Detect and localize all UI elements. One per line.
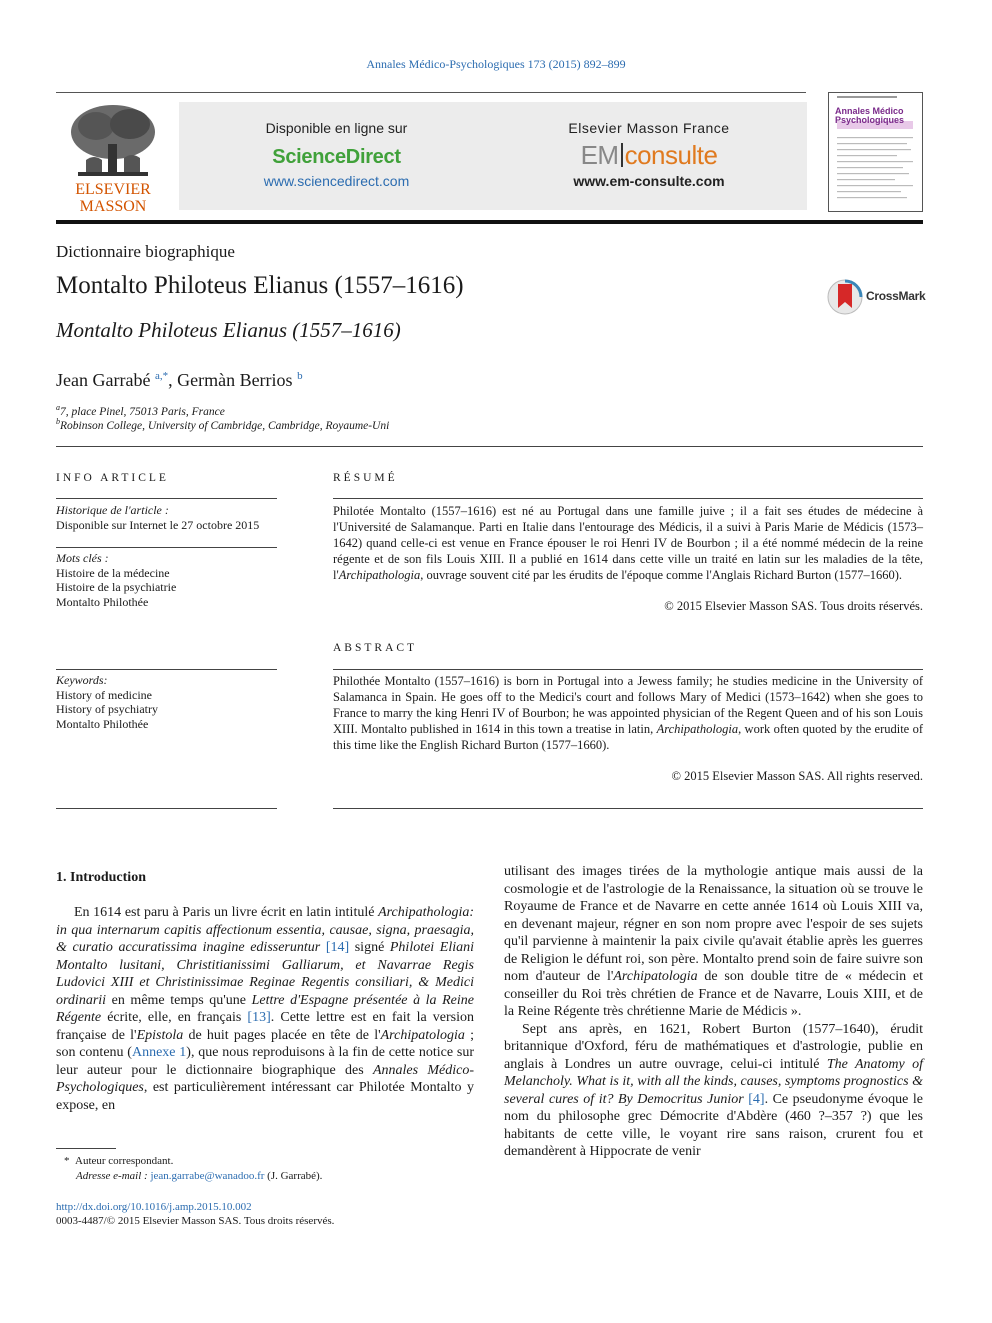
divider bbox=[56, 547, 277, 548]
body-text: ; son contenu ( bbox=[56, 1027, 474, 1060]
crossmark-badge[interactable] bbox=[826, 278, 926, 318]
sciencedirect-block bbox=[199, 120, 474, 189]
body-text: écrite, elle, en français bbox=[101, 1010, 248, 1025]
citation-link[interactable]: Annexe 1 bbox=[131, 1045, 187, 1060]
keywords bbox=[56, 673, 281, 731]
author-name: Germàn Berrios bbox=[177, 370, 293, 390]
article-title: Montalto Philoteus Elianus (1557–1616) bbox=[56, 272, 464, 299]
body-text: en même temps qu'une bbox=[106, 992, 252, 1008]
affiliation-text: 7, place Pinel, 75013 Paris, France bbox=[60, 405, 225, 418]
email-link[interactable]: jean.garrabe@wanadoo.fr bbox=[150, 1170, 265, 1182]
email-tail: (J. Garrabé). bbox=[264, 1170, 323, 1182]
svg-text:ELSEVIER: ELSEVIER bbox=[75, 181, 151, 198]
footnote-text: Auteur correspondant. bbox=[75, 1155, 174, 1167]
italic-text: Lettre d'Espagne présentée à la Reine Régente bbox=[56, 992, 474, 1025]
body-paragraph bbox=[56, 904, 474, 1114]
affiliation bbox=[56, 403, 225, 418]
sciencedirect-link[interactable]: www.sciencedirect.com bbox=[263, 173, 410, 189]
body-text: ), que nous reproduisons à la fin de cette notice sur leur auteur pour le dictionnaire biographique des bbox=[56, 1045, 474, 1078]
divider bbox=[333, 498, 923, 499]
affiliation-text: Robinson College, University of Cambridge, Cambridge, Royaume-Uni bbox=[60, 419, 390, 432]
mots-cles-label: Mots clés : bbox=[56, 551, 109, 565]
emconsulte-block bbox=[519, 120, 779, 189]
resume-heading: RÉSUMÉ bbox=[333, 472, 398, 484]
italic-text: Archipatologia bbox=[380, 1027, 465, 1043]
emconsulte-logo-consulte: consulte bbox=[624, 140, 718, 170]
author-affiliation-mark[interactable]: a,* bbox=[154, 370, 169, 382]
mot-cle: Histoire de la psychiatrie bbox=[56, 580, 177, 594]
resume-copyright: © 2015 Elsevier Masson SAS. Tous droits réservés. bbox=[664, 599, 923, 613]
affiliation-mark: b bbox=[56, 417, 60, 426]
italic-text: Archipatologia bbox=[613, 969, 698, 984]
footnote-star: * bbox=[64, 1155, 75, 1167]
footnote-rule bbox=[56, 1148, 116, 1149]
keyword: Montalto Philothée bbox=[56, 716, 149, 731]
divider bbox=[333, 669, 923, 670]
body-text: signé bbox=[349, 940, 390, 955]
citation-link[interactable]: [13] bbox=[247, 1010, 271, 1025]
mots-cles bbox=[56, 551, 281, 609]
mot-cle: Montalto Philothée bbox=[56, 594, 149, 609]
abstract-copyright: © 2015 Elsevier Masson SAS. All rights reserved. bbox=[671, 769, 923, 783]
divider bbox=[56, 446, 923, 447]
italic-text: Philotei Eliani Montalto lusitani, Christitianissimi Galliarum, et Navarrae Regis Ludovici XIII et Christinissimae Reginae Regentis consiliari, & Medici ordinarii bbox=[56, 940, 475, 1008]
emconsulte-logo-bar bbox=[621, 143, 623, 167]
author-list bbox=[56, 370, 303, 391]
body-text: utilisant des images tirées de la mythologie antique mais aussi de la cosmologie et de l'astrologie de la Renaissance, la situation où se trouve le Royaume de France et de Navarre en cette année 1614 où Louis XIII va, en devenant majeur, régner en son nom propre avec l'espoir de ses sujets qu'il parvienne à maintenir la paix civile qu'avait établie après les guerres de Religion le défunt roi, son père. Montalto prend soin de faire suivre son nom d'auteur de l' bbox=[504, 864, 923, 984]
keyword: History of psychiatry bbox=[56, 702, 158, 716]
resume-part: Philotée Montalto (1557–1616) est né au Portugal dans une famille juive ; il a fait ses études de médecine à l'Université de Salamanque. Parti en Italie dans l'entourage des Médicis, il a suivi à Paris Marie de Médicis (1573–1642) quand celle-ci est venue en France épouser le roi Henri IV de Bourbon ; il a été nommé médecin de la reine régente et de son fils Louis XIII. Il a publié en 1614 dans cette ville un traité en latin sur les maladies de la tête, l' bbox=[333, 504, 923, 582]
email-label: Adresse e-mail : bbox=[76, 1170, 148, 1182]
keywords-label: Keywords: bbox=[56, 673, 108, 687]
italic-text: Archipathologia: in qua internarum capitis affectionum essentia, causae, signa, praesagia, & curatio accuratissima inagine edisseruntur bbox=[56, 905, 474, 955]
journal-cover-thumbnail bbox=[828, 92, 923, 212]
divider bbox=[56, 808, 277, 809]
article-history bbox=[56, 503, 281, 532]
emconsulte-logo bbox=[519, 140, 779, 171]
emconsulte-logo-em: EM bbox=[580, 140, 619, 170]
crossmark-label: CrossMark bbox=[866, 289, 926, 303]
body-text: , est particulièrement intéressant car Philotée Montalto y expose, en bbox=[56, 1080, 474, 1113]
info-article-heading: INFO ARTICLE bbox=[56, 472, 169, 484]
journal-cover-title: Annales Médico Psychologiques bbox=[835, 106, 905, 125]
abstract-heading: ABSTRACT bbox=[333, 642, 418, 654]
keyword: History of medicine bbox=[56, 687, 152, 702]
body-text: . Cette lettre est en fait la version française de l' bbox=[56, 1010, 475, 1043]
section-label: Dictionnaire biographique bbox=[56, 242, 235, 261]
introduction-heading: 1. Introduction bbox=[56, 870, 146, 885]
crossmark-icon bbox=[826, 278, 864, 316]
citation-link[interactable]: [14] bbox=[325, 940, 350, 955]
header-thick-rule bbox=[56, 220, 923, 224]
publisher-banner bbox=[179, 102, 807, 210]
body-text: En 1614 est paru à Paris un livre écrit en latin intitulé bbox=[74, 905, 379, 920]
doi-link[interactable] bbox=[56, 1200, 252, 1214]
author-separator: , bbox=[168, 370, 178, 390]
divider bbox=[333, 808, 923, 809]
abstract-italic: Archipathologia bbox=[656, 722, 739, 736]
body-text: de son double titre de « médecin et conseiller du Roi très chrétien de France et de Navarre, Louis XIII, et de la Reine Régente très chrétienne Marie de Médicis ». bbox=[504, 969, 923, 1019]
article-subtitle: Montalto Philoteus Elianus (1557–1616) bbox=[56, 318, 401, 342]
history-label: Historique de l'article : bbox=[56, 503, 169, 517]
citation-link[interactable]: [4] bbox=[748, 1091, 765, 1107]
body-text: de huit pages placée en tête de l' bbox=[183, 1027, 381, 1043]
email-note bbox=[76, 1169, 322, 1183]
svg-text:MASSON: MASSON bbox=[79, 198, 147, 215]
divider bbox=[56, 498, 277, 499]
body-paragraph bbox=[504, 1021, 923, 1161]
elsevier-logo bbox=[56, 100, 171, 215]
body-text: . Ce pseudonyme évoque le nom du philosophe grec Démocrite d'Abdère (460 ?–357 ?) que les habitants de cette ville, le voyant rire sans raison, crurent fou et demandèrent à Hippocrate de venir bbox=[504, 1091, 924, 1159]
emconsulte-caption: Elsevier Masson France bbox=[568, 120, 730, 136]
author-affiliation-mark[interactable]: b bbox=[297, 370, 303, 382]
issn-line: 0003-4487/© 2015 Elsevier Masson SAS. Tous droits réservés. bbox=[56, 1215, 335, 1227]
elsevier-tree-icon bbox=[56, 100, 171, 215]
body-column-right bbox=[504, 863, 923, 1161]
header-rule bbox=[56, 92, 806, 93]
sciencedirect-caption: Disponible en ligne sur bbox=[265, 120, 408, 136]
affiliation bbox=[56, 417, 389, 432]
italic-text: Epistola bbox=[136, 1027, 184, 1043]
resume-italic: Archipathologia bbox=[338, 568, 421, 582]
italic-text: Annales Médico-Psychologiques bbox=[56, 1062, 475, 1095]
mot-cle: Histoire de la médecine bbox=[56, 565, 170, 580]
body-text: Sept ans après, en 1621, Robert Burton (1577–1640), érudit britannique d'Oxford, féru de mathématiques et d'astrologie, publie en anglais à Londres un autre ouvrage, celui-ci intitulé bbox=[504, 1021, 923, 1072]
resume-part: , ouvrage souvent cité par les érudits de l'époque comme l'Anglais Richard Burton (1577–1660). bbox=[420, 568, 903, 582]
body-column-left bbox=[56, 904, 474, 1114]
italic-text: The Anatomy of Melancholy. What is it, with all the kinds, causes, symptoms prognostics & several cures of it? By Democritus Junior bbox=[504, 1056, 924, 1107]
body-paragraph bbox=[504, 863, 923, 1021]
abstract-part: , work often quoted by the erudite of this time like the English Richard Burton (1577–1660). bbox=[333, 722, 923, 752]
divider bbox=[56, 669, 277, 670]
emconsulte-link[interactable]: www.em-consulte.com bbox=[573, 173, 725, 189]
author-name: Jean Garrabé bbox=[56, 370, 151, 390]
resume-text bbox=[333, 503, 923, 583]
doi-url[interactable]: http://dx.doi.org/10.1016/j.amp.2015.10.002 bbox=[56, 1201, 252, 1213]
affiliation-mark: a bbox=[56, 403, 60, 412]
sciencedirect-logo: ScienceDirect bbox=[272, 146, 401, 168]
history-value: Disponible sur Internet le 27 octobre 2015 bbox=[56, 517, 260, 532]
abstract-part: Philothée Montalto (1557–1616) is born in Portugal into a Jewess family; he studies medicine in the University of Salamanca in Spain. He goes off to the Medici's court and follows Mary of Medici (1573–1642) when she goes to France to marry the king Henri IV of Bourbon; he was appointed physician of the Regent Queen and of his son Louis XIII. Montalto published in 1614 in this town a treatise in latin, bbox=[333, 674, 923, 736]
journal-reference[interactable]: Annales Médico-Psychologiques 173 (2015) 892–899 bbox=[366, 57, 626, 71]
abstract-text bbox=[333, 673, 923, 753]
corresponding-author-note bbox=[64, 1154, 173, 1168]
